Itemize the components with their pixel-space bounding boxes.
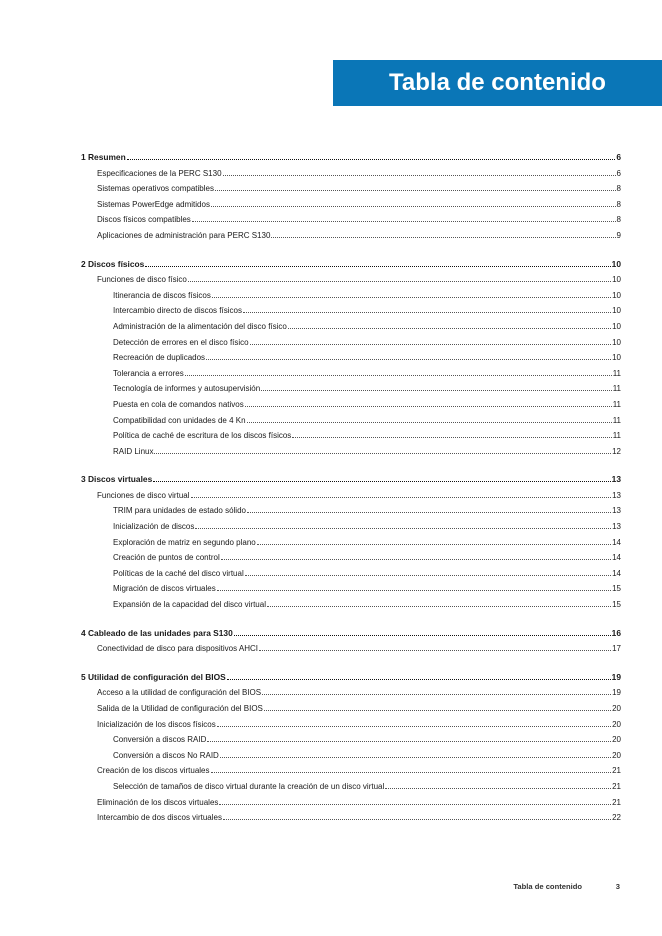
dot-leader — [271, 228, 615, 238]
toc-entry-title: TRIM para unidades de estado sólido — [113, 506, 246, 516]
dot-leader — [188, 272, 611, 282]
toc-entry-title: Recreación de duplicados — [113, 353, 206, 363]
dot-leader — [261, 381, 611, 391]
toc-page-number: 19 — [612, 688, 621, 698]
toc-page-number: 10 — [612, 275, 621, 285]
toc-chapter-entry[interactable] — [81, 150, 621, 166]
toc-page-number: 10 — [612, 337, 621, 347]
toc-entry-title: Selección de tamaños de disco virtual durante la creación de un disco virtual — [113, 781, 385, 791]
toc-chapter-entry[interactable] — [81, 472, 621, 488]
toc-entry[interactable] — [81, 810, 621, 826]
toc-entry[interactable] — [81, 197, 621, 213]
toc-entry-title: 3 Discos virtuales — [81, 474, 153, 485]
toc-page-number: 19 — [611, 671, 621, 682]
dot-leader — [217, 717, 611, 727]
toc-chapter — [81, 472, 621, 612]
toc-entry-title: Intercambio de dos discos virtuales — [97, 813, 222, 823]
toc-page-number: 22 — [612, 813, 621, 823]
page-footer — [0, 882, 662, 896]
toc-entry[interactable] — [81, 535, 621, 551]
toc-page-number: 13 — [612, 522, 621, 532]
dot-leader — [220, 748, 611, 758]
toc-page-number: 21 — [612, 797, 621, 807]
toc-entry[interactable] — [81, 566, 621, 582]
toc-page-number: 8 — [616, 199, 621, 209]
toc-entry[interactable] — [81, 181, 621, 197]
toc-page-number: 20 — [612, 719, 621, 729]
toc-entry-title: Políticas de la caché del disco virtual — [113, 568, 244, 578]
toc-page-number: 12 — [612, 446, 621, 456]
dot-leader — [185, 366, 612, 376]
toc-page-number: 11 — [612, 399, 621, 409]
toc-entry[interactable] — [81, 748, 621, 764]
toc-page-number: 17 — [612, 644, 621, 654]
toc-entry-title: Administración de la alimentación del disco físico — [113, 321, 287, 331]
toc-entry[interactable] — [81, 350, 621, 366]
toc-page-number: 13 — [612, 490, 621, 500]
toc-entry[interactable] — [81, 288, 621, 304]
dot-leader — [234, 626, 611, 636]
toc-entry[interactable] — [81, 335, 621, 351]
dot-leader — [223, 166, 616, 176]
dot-leader — [221, 550, 611, 560]
toc-page-number: 11 — [612, 431, 621, 441]
dot-leader — [250, 335, 611, 345]
toc-page-number: 15 — [612, 600, 621, 610]
toc-page-number: 11 — [612, 415, 621, 425]
toc-chapter — [81, 670, 621, 826]
dot-leader — [288, 319, 611, 329]
toc-entry-title: Conversión a discos No RAID — [113, 750, 219, 760]
toc-chapter-entry[interactable] — [81, 257, 621, 273]
dot-leader — [145, 257, 610, 267]
toc-entry-title: 2 Discos físicos — [81, 258, 145, 269]
toc-entry-title: Inicialización de discos — [113, 522, 195, 532]
toc-entry[interactable] — [81, 503, 621, 519]
toc-page-number: 21 — [612, 766, 621, 776]
toc-title-banner — [333, 60, 662, 106]
toc-chapter — [81, 257, 621, 460]
toc-entry-title: Inicialización de los discos físicos — [97, 719, 216, 729]
toc-page-number: 20 — [612, 704, 621, 713]
toc-chapter-entry[interactable] — [81, 626, 621, 642]
toc-entry-title: Aplicaciones de administración para PERC S130 — [97, 230, 271, 240]
toc-page-number: 14 — [612, 553, 621, 563]
dot-leader — [267, 597, 611, 607]
toc-entry-title: Migración de discos virtuales — [113, 584, 216, 594]
dot-leader — [245, 397, 612, 407]
toc-page-number: 20 — [612, 750, 621, 760]
toc-page-number: 6 — [616, 168, 621, 178]
dot-leader — [154, 444, 611, 454]
toc-page-number: 10 — [612, 321, 621, 331]
toc-entry-title: Exploración de matriz en segundo plano — [113, 537, 256, 547]
toc-entry-title: Conectividad de disco para dispositivos AHCI — [97, 644, 258, 654]
dot-leader — [227, 670, 611, 680]
toc-entry[interactable] — [81, 319, 621, 335]
dot-leader — [217, 581, 611, 591]
toc-entry-title: Política de caché de escritura de los discos físicos — [113, 431, 292, 441]
toc-page-number: 10 — [611, 258, 621, 269]
footer-page-number: 3 — [615, 882, 620, 891]
dot-leader — [262, 685, 611, 695]
toc-entry-title: Discos físicos compatibles — [97, 215, 191, 225]
toc-page-number: 16 — [611, 627, 621, 638]
dot-leader — [211, 197, 616, 207]
toc-entry-title: Creación de puntos de control — [113, 553, 220, 563]
toc-entry-title: Especificaciones de la PERC S130 — [97, 168, 222, 178]
dot-leader — [245, 566, 611, 576]
toc-entry[interactable] — [81, 272, 621, 288]
toc-entry[interactable] — [81, 366, 621, 382]
toc-entry-title: RAID Linux — [113, 446, 154, 456]
toc-entry[interactable] — [81, 597, 621, 613]
dot-leader — [259, 641, 611, 651]
dot-leader — [212, 288, 611, 298]
toc-entry[interactable] — [81, 763, 621, 779]
dot-leader — [247, 413, 612, 423]
toc-entry-title: Funciones de disco virtual — [97, 490, 190, 500]
toc-entry[interactable] — [81, 397, 621, 413]
dot-leader — [153, 472, 610, 482]
toc-entry[interactable] — [81, 212, 621, 228]
dot-leader — [292, 428, 611, 438]
page-title: Tabla de contenido — [389, 69, 606, 96]
toc-page-number: 13 — [611, 474, 621, 485]
toc-entry[interactable] — [81, 581, 621, 597]
dot-leader — [215, 181, 616, 191]
dot-leader — [385, 779, 611, 789]
toc-page-number: 11 — [612, 368, 621, 378]
toc-page-number: 15 — [612, 584, 621, 594]
toc-entry[interactable] — [81, 641, 621, 657]
toc-page-number: 8 — [616, 184, 621, 194]
dot-leader — [243, 303, 611, 313]
toc-entry-title: Funciones de disco físico — [97, 275, 187, 285]
toc-page-number: 21 — [612, 781, 621, 791]
footer-section-title: Tabla de contenido — [513, 882, 582, 891]
toc-entry[interactable] — [81, 701, 621, 717]
dot-leader — [223, 810, 611, 820]
toc-entry-title: 1 Resumen — [81, 152, 126, 162]
dot-leader — [264, 701, 611, 711]
toc-entry-title: Sistemas operativos compatibles — [97, 184, 214, 194]
toc-entry[interactable] — [81, 717, 621, 733]
dot-leader — [257, 535, 611, 545]
toc-entry-title: Creación de los discos virtuales — [97, 766, 210, 776]
dot-leader — [247, 503, 611, 513]
dot-leader — [127, 150, 616, 160]
toc-entry[interactable] — [81, 685, 621, 701]
toc-entry[interactable] — [81, 413, 621, 429]
dot-leader — [211, 763, 612, 773]
toc-chapter-entry[interactable] — [81, 670, 621, 686]
dot-leader — [219, 795, 611, 805]
toc-entry-title: Conversión a discos RAID — [113, 735, 207, 745]
toc-entry[interactable] — [81, 488, 621, 504]
toc-entry-title: Itinerancia de discos físicos — [113, 290, 211, 300]
dot-leader — [207, 732, 611, 742]
dot-leader — [191, 488, 612, 498]
toc-page-number: 8 — [616, 215, 621, 225]
toc-page-number: 10 — [612, 306, 621, 316]
dot-leader — [206, 350, 611, 360]
toc-chapter — [81, 150, 621, 244]
toc-page-number: 20 — [612, 735, 621, 745]
toc-entry-title: Detección de errores en el disco físico — [113, 337, 249, 347]
toc-entry-title: Expansión de la capacidad del disco virtual — [113, 600, 266, 610]
dot-leader — [192, 212, 616, 222]
toc-entry-title: 5 Utilidad de configuración del BIOS — [81, 671, 226, 682]
toc-entry-title: Acceso a la utilidad de configuración del BIOS — [97, 688, 262, 698]
toc-entry[interactable] — [81, 381, 621, 397]
toc-entry[interactable] — [81, 444, 621, 460]
toc-page-number: 14 — [612, 537, 621, 547]
toc-page-number: 9 — [616, 230, 621, 240]
toc-page-number: 10 — [612, 353, 621, 363]
toc-entry-title: Sistemas PowerEdge admitidos — [97, 199, 210, 209]
toc-entry-title: Salida de la Utilidad de configuración del BIOS — [97, 704, 263, 713]
toc-chapter — [81, 626, 621, 657]
toc-entry[interactable] — [81, 303, 621, 319]
toc-entry-title: Compatibilidad con unidades de 4 Kn — [113, 415, 246, 425]
toc-entry[interactable] — [81, 166, 621, 182]
toc-page-number: 10 — [612, 290, 621, 300]
toc-entry-title: 4 Cableado de las unidades para S130 — [81, 627, 233, 638]
toc-entry[interactable] — [81, 550, 621, 566]
toc-page-number: 11 — [612, 384, 621, 394]
toc-entry[interactable] — [81, 519, 621, 535]
toc-entry-title: Tolerancia a errores — [113, 368, 184, 378]
toc-entry[interactable] — [81, 428, 621, 444]
toc-entry[interactable] — [81, 795, 621, 811]
toc-entry[interactable] — [81, 732, 621, 748]
toc-page-number: 14 — [612, 568, 621, 578]
toc-page-number: 6 — [616, 152, 621, 162]
toc-entry[interactable] — [81, 228, 621, 244]
toc-entry[interactable] — [81, 779, 621, 795]
toc-entry-title: Puesta en cola de comandos nativos — [113, 399, 244, 409]
toc-entry-title: Intercambio directo de discos físicos — [113, 306, 242, 316]
table-of-contents — [81, 150, 621, 839]
toc-entry-title: Tecnología de informes y autosupervisión — [113, 384, 261, 394]
toc-entry-title: Eliminación de los discos virtuales — [97, 797, 219, 807]
dot-leader — [195, 519, 611, 529]
toc-page-number: 13 — [612, 506, 621, 516]
